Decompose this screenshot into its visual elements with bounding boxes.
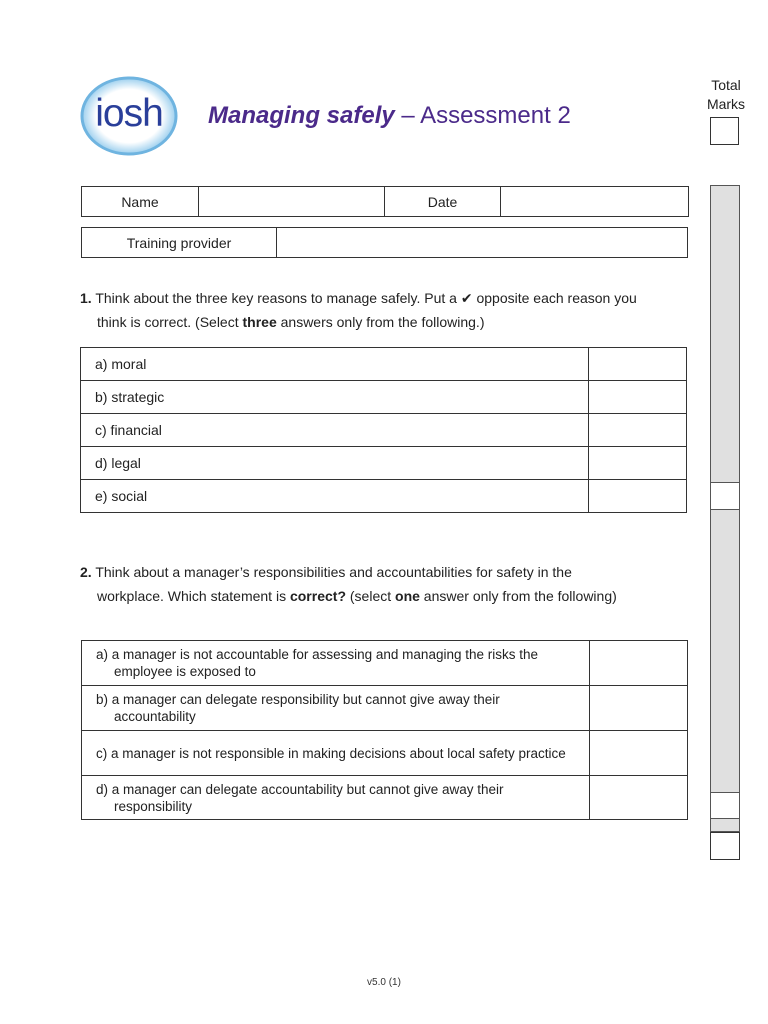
q2-line2 [80, 584, 700, 608]
q1-number: 1. [80, 290, 92, 306]
date-field[interactable] [501, 187, 689, 217]
q2-answer-b: b) a manager can delegate responsibility but cannot give away their accountability [96, 692, 500, 724]
q2-line2-bold2: one [395, 588, 420, 604]
q1-line2-b: answers only from the following.) [276, 314, 485, 330]
q1-row-a [81, 348, 687, 381]
q1-tick-c[interactable] [589, 414, 687, 447]
question-2 [80, 560, 700, 608]
title-dash: – [394, 102, 421, 129]
q1-line2-bold: three [242, 314, 277, 330]
q2-row-b [82, 686, 688, 731]
total-marks-box[interactable] [710, 117, 739, 145]
q2-tick-c[interactable] [590, 731, 688, 776]
q2-tick-b[interactable] [590, 686, 688, 731]
q2-marks-box[interactable] [710, 792, 740, 819]
q2-answer-a: a) a manager is not accountable for assessing and managing the risks the employee is exposed to [96, 647, 539, 679]
name-field[interactable] [199, 187, 385, 217]
iosh-logo [80, 76, 178, 156]
q2-answer-a-cell [82, 641, 590, 686]
page-marks-box[interactable] [710, 832, 740, 860]
q1-answers-table [80, 347, 687, 513]
q1-answer-b: b) strategic [81, 381, 589, 414]
q1-tick-e[interactable] [589, 480, 687, 513]
logo-text: iosh [95, 92, 163, 135]
q2-line2-b: (select [346, 588, 396, 604]
q2-answer-b-cell [82, 686, 590, 731]
q1-answer-d: d) legal [81, 447, 589, 480]
training-provider-field[interactable] [277, 228, 688, 258]
q1-answer-a: a) moral [81, 348, 589, 381]
training-provider-label: Training provider [82, 228, 277, 258]
page-title [208, 102, 571, 130]
q2-number: 2. [80, 564, 92, 580]
q2-answer-d-cell [82, 776, 590, 820]
total-marks-line1: Total [711, 77, 741, 93]
name-label: Name [82, 187, 199, 217]
total-marks-line2: Marks [706, 96, 746, 112]
q1-tick-d[interactable] [589, 447, 687, 480]
q1-row-b [81, 381, 687, 414]
total-marks-label [700, 76, 752, 114]
title-assessment: Assessment 2 [420, 102, 571, 129]
question-1 [80, 286, 700, 334]
q1-row-d [81, 447, 687, 480]
title-course: Managing safely [208, 102, 395, 129]
q2-tick-d[interactable] [590, 776, 688, 820]
q2-answer-d: d) a manager can delegate accountability but cannot give away their responsibility [96, 781, 504, 814]
q2-row-d [82, 776, 688, 820]
q2-tick-a[interactable] [590, 641, 688, 686]
q1-row-c [81, 414, 687, 447]
q1-line2-a: think is correct. (Select [97, 314, 243, 330]
q1-tick-b[interactable] [589, 381, 687, 414]
q1-answer-e: e) social [81, 480, 589, 513]
q2-line2-c: answer only from the following) [419, 588, 617, 604]
q2-row-a [82, 641, 688, 686]
q1-answer-c: c) financial [81, 414, 589, 447]
q2-answer-c: c) a manager is not responsible in making decisions about local safety practice [96, 745, 566, 761]
q2-line2-bold1: correct? [289, 588, 346, 604]
name-date-table [81, 186, 689, 217]
q2-line1: Think about a manager’s responsibilities and accountabilities for safety in the [95, 564, 572, 580]
training-provider-table [81, 227, 688, 258]
q2-line2-a: workplace. Which statement is [97, 588, 290, 604]
q1-line1: Think about the three key reasons to manage safely. Put a ✔ opposite each reason you [95, 290, 637, 306]
version-footer: v5.0 (1) [367, 977, 401, 988]
q2-answer-c-cell [82, 731, 590, 776]
q1-row-e [81, 480, 687, 513]
q1-tick-a[interactable] [589, 348, 687, 381]
date-label: Date [385, 187, 501, 217]
q1-line2 [80, 310, 700, 334]
q2-row-c [82, 731, 688, 776]
q2-answers-table [81, 640, 688, 820]
q1-marks-box[interactable] [710, 482, 740, 510]
marks-margin-column [710, 185, 740, 832]
